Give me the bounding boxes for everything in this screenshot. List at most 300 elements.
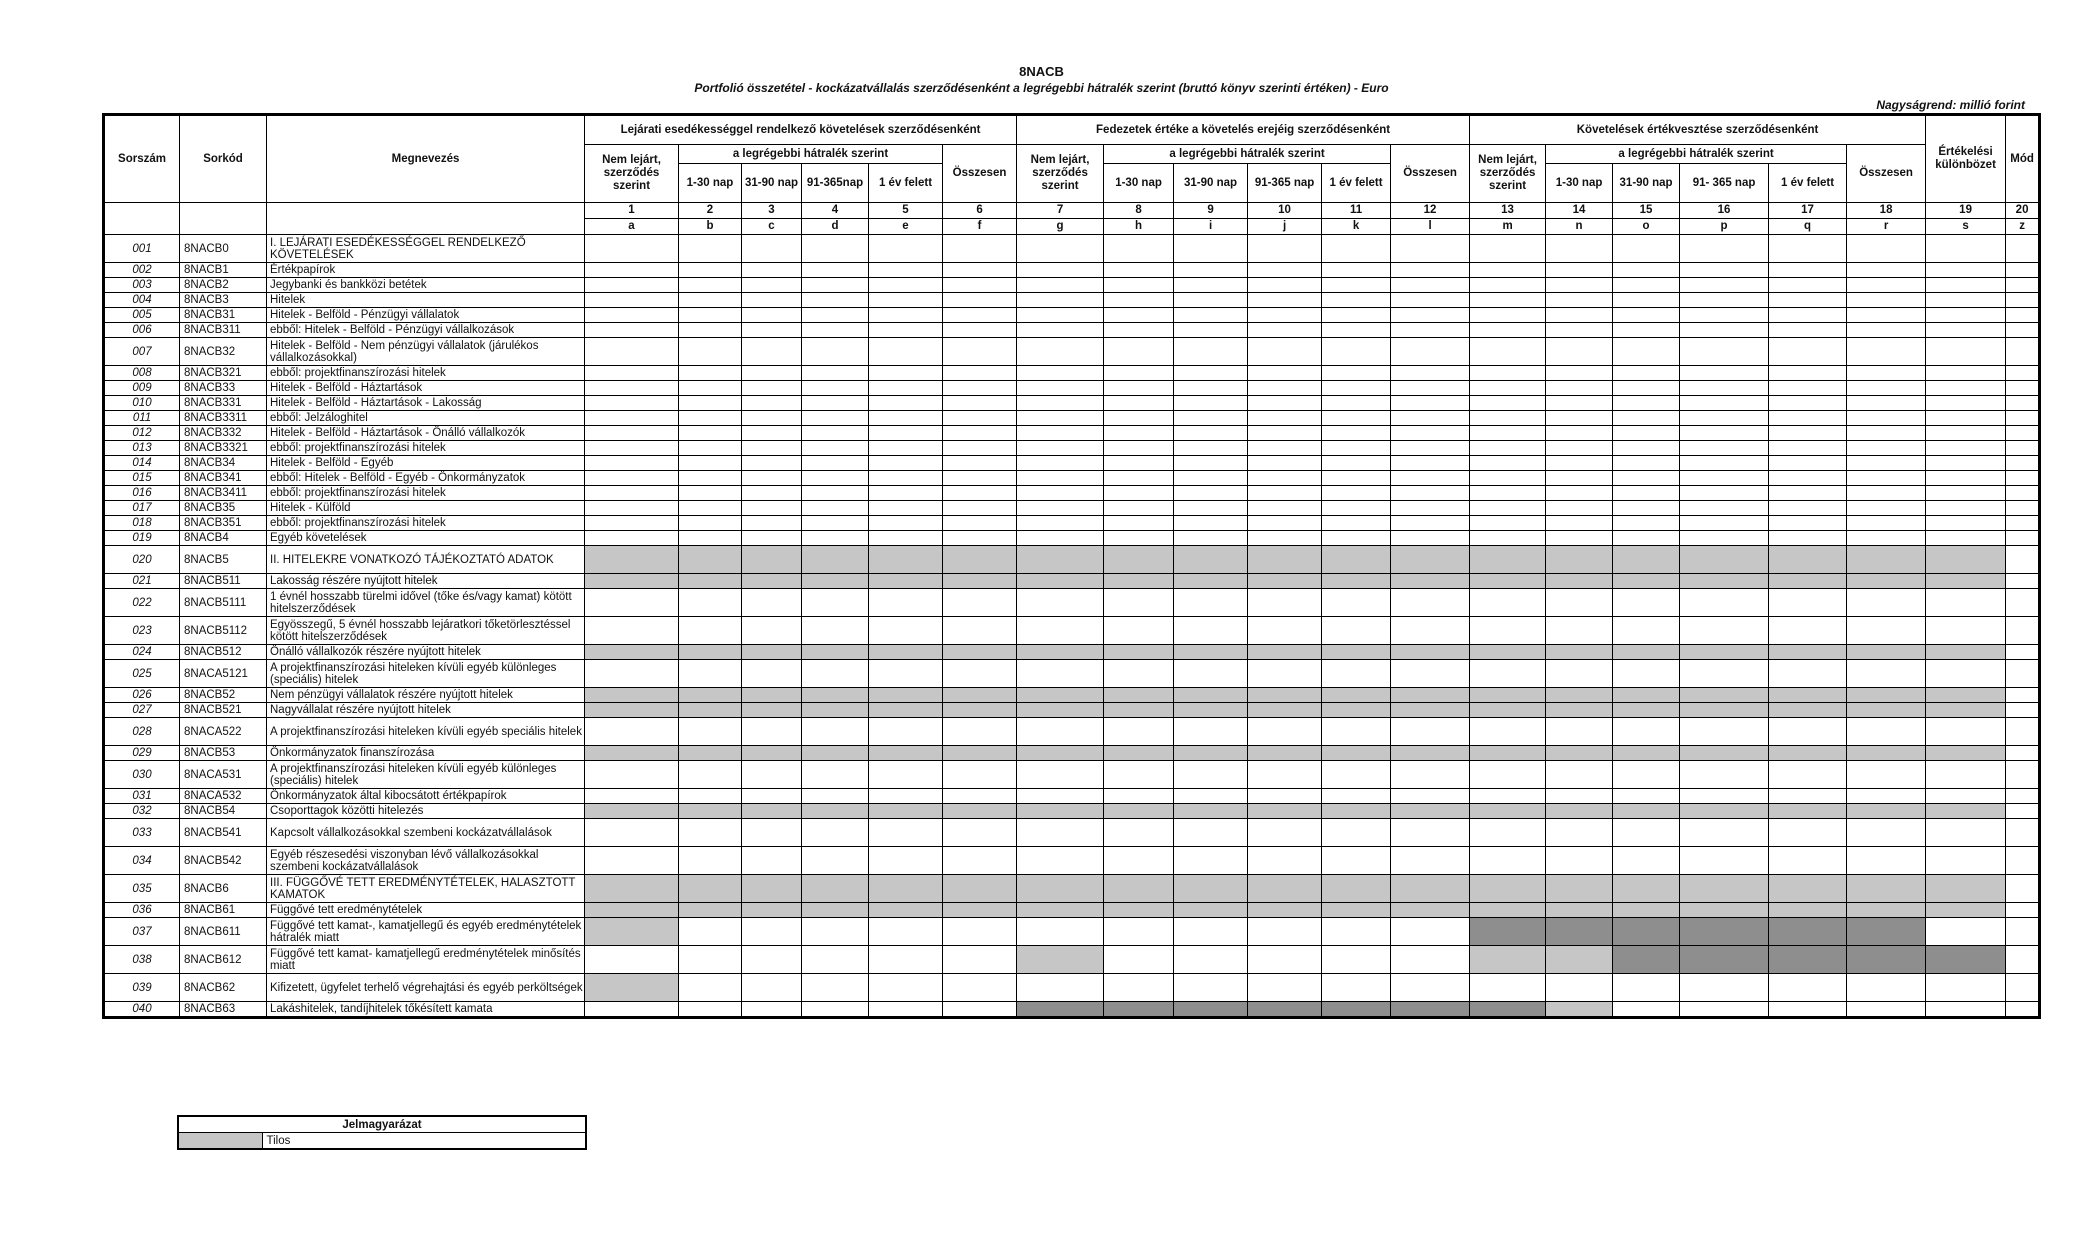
data-cell-col-10[interactable] [1248, 426, 1322, 441]
data-cell-col-4[interactable] [802, 263, 869, 278]
data-cell-col-19[interactable] [1926, 381, 2006, 396]
data-cell-col-14[interactable] [1546, 531, 1613, 546]
data-cell-col-6[interactable] [943, 486, 1017, 501]
data-cell-col-10[interactable] [1248, 574, 1322, 589]
data-cell-col-18[interactable] [1847, 660, 1926, 688]
data-cell-col-14[interactable] [1546, 718, 1613, 746]
data-cell-col-13[interactable] [1470, 441, 1546, 456]
data-cell-col-14[interactable] [1546, 804, 1613, 819]
data-cell-col-15[interactable] [1613, 235, 1680, 263]
data-cell-col-4[interactable] [802, 903, 869, 918]
data-cell-col-10[interactable] [1248, 308, 1322, 323]
data-cell-col-1[interactable] [585, 645, 679, 660]
data-cell-col-12[interactable] [1391, 546, 1470, 574]
data-cell-col-4[interactable] [802, 974, 869, 1002]
data-cell-col-13[interactable] [1470, 688, 1546, 703]
data-cell-col-14[interactable] [1546, 366, 1613, 381]
data-cell-col-7[interactable] [1017, 1002, 1104, 1018]
data-cell-col-20[interactable] [2006, 486, 2040, 501]
data-cell-col-12[interactable] [1391, 703, 1470, 718]
data-cell-col-11[interactable] [1322, 441, 1391, 456]
data-cell-col-4[interactable] [802, 486, 869, 501]
data-cell-col-14[interactable] [1546, 875, 1613, 903]
data-cell-col-10[interactable] [1248, 338, 1322, 366]
data-cell-col-5[interactable] [869, 703, 943, 718]
data-cell-col-16[interactable] [1680, 338, 1769, 366]
data-cell-col-20[interactable] [2006, 804, 2040, 819]
data-cell-col-3[interactable] [742, 441, 802, 456]
data-cell-col-9[interactable] [1174, 441, 1248, 456]
data-cell-col-18[interactable] [1847, 235, 1926, 263]
data-cell-col-9[interactable] [1174, 323, 1248, 338]
data-cell-col-6[interactable] [943, 456, 1017, 471]
data-cell-col-1[interactable] [585, 574, 679, 589]
data-cell-col-6[interactable] [943, 819, 1017, 847]
data-cell-col-4[interactable] [802, 366, 869, 381]
data-cell-col-20[interactable] [2006, 516, 2040, 531]
data-cell-col-11[interactable] [1322, 323, 1391, 338]
data-cell-col-16[interactable] [1680, 974, 1769, 1002]
data-cell-col-1[interactable] [585, 1002, 679, 1018]
data-cell-col-6[interactable] [943, 308, 1017, 323]
data-cell-col-4[interactable] [802, 235, 869, 263]
data-cell-col-2[interactable] [679, 688, 742, 703]
data-cell-col-7[interactable] [1017, 789, 1104, 804]
data-cell-col-11[interactable] [1322, 875, 1391, 903]
data-cell-col-15[interactable] [1613, 456, 1680, 471]
data-cell-col-1[interactable] [585, 746, 679, 761]
data-cell-col-16[interactable] [1680, 946, 1769, 974]
data-cell-col-5[interactable] [869, 761, 943, 789]
data-cell-col-8[interactable] [1104, 471, 1174, 486]
data-cell-col-1[interactable] [585, 366, 679, 381]
data-cell-col-12[interactable] [1391, 1002, 1470, 1018]
data-cell-col-6[interactable] [943, 703, 1017, 718]
data-cell-col-17[interactable] [1769, 703, 1847, 718]
data-cell-col-15[interactable] [1613, 617, 1680, 645]
data-cell-col-20[interactable] [2006, 456, 2040, 471]
data-cell-col-7[interactable] [1017, 875, 1104, 903]
data-cell-col-17[interactable] [1769, 235, 1847, 263]
data-cell-col-10[interactable] [1248, 761, 1322, 789]
data-cell-col-13[interactable] [1470, 761, 1546, 789]
data-cell-col-2[interactable] [679, 486, 742, 501]
data-cell-col-1[interactable] [585, 703, 679, 718]
data-cell-col-15[interactable] [1613, 381, 1680, 396]
data-cell-col-11[interactable] [1322, 804, 1391, 819]
data-cell-col-12[interactable] [1391, 918, 1470, 946]
data-cell-col-14[interactable] [1546, 278, 1613, 293]
data-cell-col-4[interactable] [802, 617, 869, 645]
data-cell-col-3[interactable] [742, 660, 802, 688]
data-cell-col-1[interactable] [585, 974, 679, 1002]
data-cell-col-7[interactable] [1017, 308, 1104, 323]
data-cell-col-13[interactable] [1470, 903, 1546, 918]
data-cell-col-3[interactable] [742, 293, 802, 308]
data-cell-col-9[interactable] [1174, 819, 1248, 847]
data-cell-col-5[interactable] [869, 617, 943, 645]
data-cell-col-4[interactable] [802, 546, 869, 574]
data-cell-col-3[interactable] [742, 946, 802, 974]
data-cell-col-20[interactable] [2006, 660, 2040, 688]
data-cell-col-18[interactable] [1847, 746, 1926, 761]
data-cell-col-1[interactable] [585, 486, 679, 501]
data-cell-col-9[interactable] [1174, 1002, 1248, 1018]
data-cell-col-16[interactable] [1680, 918, 1769, 946]
data-cell-col-17[interactable] [1769, 456, 1847, 471]
data-cell-col-5[interactable] [869, 293, 943, 308]
data-cell-col-3[interactable] [742, 789, 802, 804]
data-cell-col-2[interactable] [679, 501, 742, 516]
data-cell-col-4[interactable] [802, 660, 869, 688]
data-cell-col-12[interactable] [1391, 338, 1470, 366]
data-cell-col-8[interactable] [1104, 645, 1174, 660]
data-cell-col-17[interactable] [1769, 486, 1847, 501]
data-cell-col-2[interactable] [679, 918, 742, 946]
data-cell-col-9[interactable] [1174, 293, 1248, 308]
data-cell-col-16[interactable] [1680, 516, 1769, 531]
data-cell-col-17[interactable] [1769, 426, 1847, 441]
data-cell-col-2[interactable] [679, 278, 742, 293]
data-cell-col-15[interactable] [1613, 308, 1680, 323]
data-cell-col-7[interactable] [1017, 338, 1104, 366]
data-cell-col-15[interactable] [1613, 703, 1680, 718]
data-cell-col-5[interactable] [869, 426, 943, 441]
data-cell-col-1[interactable] [585, 789, 679, 804]
data-cell-col-16[interactable] [1680, 903, 1769, 918]
data-cell-col-4[interactable] [802, 381, 869, 396]
data-cell-col-19[interactable] [1926, 789, 2006, 804]
data-cell-col-11[interactable] [1322, 338, 1391, 366]
data-cell-col-4[interactable] [802, 293, 869, 308]
data-cell-col-1[interactable] [585, 323, 679, 338]
data-cell-col-14[interactable] [1546, 946, 1613, 974]
data-cell-col-6[interactable] [943, 235, 1017, 263]
data-cell-col-2[interactable] [679, 703, 742, 718]
data-cell-col-5[interactable] [869, 501, 943, 516]
data-cell-col-2[interactable] [679, 426, 742, 441]
data-cell-col-5[interactable] [869, 323, 943, 338]
data-cell-col-10[interactable] [1248, 946, 1322, 974]
data-cell-col-1[interactable] [585, 471, 679, 486]
data-cell-col-12[interactable] [1391, 486, 1470, 501]
data-cell-col-7[interactable] [1017, 946, 1104, 974]
data-cell-col-1[interactable] [585, 278, 679, 293]
data-cell-col-20[interactable] [2006, 338, 2040, 366]
data-cell-col-18[interactable] [1847, 875, 1926, 903]
data-cell-col-14[interactable] [1546, 396, 1613, 411]
data-cell-col-18[interactable] [1847, 546, 1926, 574]
data-cell-col-12[interactable] [1391, 974, 1470, 1002]
data-cell-col-4[interactable] [802, 411, 869, 426]
data-cell-col-15[interactable] [1613, 486, 1680, 501]
data-cell-col-7[interactable] [1017, 293, 1104, 308]
data-cell-col-17[interactable] [1769, 819, 1847, 847]
data-cell-col-18[interactable] [1847, 645, 1926, 660]
data-cell-col-7[interactable] [1017, 574, 1104, 589]
data-cell-col-1[interactable] [585, 456, 679, 471]
data-cell-col-16[interactable] [1680, 1002, 1769, 1018]
data-cell-col-17[interactable] [1769, 546, 1847, 574]
data-cell-col-19[interactable] [1926, 546, 2006, 574]
data-cell-col-3[interactable] [742, 338, 802, 366]
data-cell-col-9[interactable] [1174, 531, 1248, 546]
data-cell-col-3[interactable] [742, 918, 802, 946]
data-cell-col-12[interactable] [1391, 531, 1470, 546]
data-cell-col-5[interactable] [869, 396, 943, 411]
data-cell-col-5[interactable] [869, 278, 943, 293]
data-cell-col-4[interactable] [802, 847, 869, 875]
data-cell-col-3[interactable] [742, 688, 802, 703]
data-cell-col-15[interactable] [1613, 918, 1680, 946]
data-cell-col-10[interactable] [1248, 411, 1322, 426]
data-cell-col-7[interactable] [1017, 703, 1104, 718]
data-cell-col-18[interactable] [1847, 974, 1926, 1002]
data-cell-col-9[interactable] [1174, 875, 1248, 903]
data-cell-col-19[interactable] [1926, 235, 2006, 263]
data-cell-col-2[interactable] [679, 338, 742, 366]
data-cell-col-18[interactable] [1847, 761, 1926, 789]
data-cell-col-18[interactable] [1847, 819, 1926, 847]
data-cell-col-20[interactable] [2006, 411, 2040, 426]
data-cell-col-12[interactable] [1391, 441, 1470, 456]
data-cell-col-19[interactable] [1926, 819, 2006, 847]
data-cell-col-17[interactable] [1769, 617, 1847, 645]
data-cell-col-20[interactable] [2006, 974, 2040, 1002]
data-cell-col-5[interactable] [869, 847, 943, 875]
data-cell-col-9[interactable] [1174, 366, 1248, 381]
data-cell-col-8[interactable] [1104, 688, 1174, 703]
data-cell-col-4[interactable] [802, 589, 869, 617]
data-cell-col-19[interactable] [1926, 308, 2006, 323]
data-cell-col-20[interactable] [2006, 278, 2040, 293]
data-cell-col-12[interactable] [1391, 847, 1470, 875]
data-cell-col-19[interactable] [1926, 589, 2006, 617]
data-cell-col-19[interactable] [1926, 761, 2006, 789]
data-cell-col-13[interactable] [1470, 501, 1546, 516]
data-cell-col-20[interactable] [2006, 718, 2040, 746]
data-cell-col-2[interactable] [679, 660, 742, 688]
data-cell-col-6[interactable] [943, 263, 1017, 278]
data-cell-col-20[interactable] [2006, 703, 2040, 718]
data-cell-col-2[interactable] [679, 819, 742, 847]
data-cell-col-11[interactable] [1322, 531, 1391, 546]
data-cell-col-1[interactable] [585, 293, 679, 308]
data-cell-col-14[interactable] [1546, 746, 1613, 761]
data-cell-col-14[interactable] [1546, 235, 1613, 263]
data-cell-col-10[interactable] [1248, 235, 1322, 263]
data-cell-col-8[interactable] [1104, 308, 1174, 323]
data-cell-col-10[interactable] [1248, 546, 1322, 574]
data-cell-col-11[interactable] [1322, 703, 1391, 718]
data-cell-col-3[interactable] [742, 308, 802, 323]
data-cell-col-7[interactable] [1017, 411, 1104, 426]
data-cell-col-20[interactable] [2006, 235, 2040, 263]
data-cell-col-7[interactable] [1017, 617, 1104, 645]
data-cell-col-1[interactable] [585, 688, 679, 703]
data-cell-col-13[interactable] [1470, 746, 1546, 761]
data-cell-col-11[interactable] [1322, 235, 1391, 263]
data-cell-col-15[interactable] [1613, 426, 1680, 441]
data-cell-col-1[interactable] [585, 426, 679, 441]
data-cell-col-11[interactable] [1322, 278, 1391, 293]
data-cell-col-6[interactable] [943, 396, 1017, 411]
data-cell-col-5[interactable] [869, 441, 943, 456]
data-cell-col-13[interactable] [1470, 645, 1546, 660]
data-cell-col-7[interactable] [1017, 441, 1104, 456]
data-cell-col-11[interactable] [1322, 903, 1391, 918]
data-cell-col-17[interactable] [1769, 761, 1847, 789]
data-cell-col-1[interactable] [585, 263, 679, 278]
data-cell-col-18[interactable] [1847, 411, 1926, 426]
data-cell-col-17[interactable] [1769, 875, 1847, 903]
data-cell-col-12[interactable] [1391, 501, 1470, 516]
data-cell-col-16[interactable] [1680, 875, 1769, 903]
data-cell-col-9[interactable] [1174, 235, 1248, 263]
data-cell-col-7[interactable] [1017, 918, 1104, 946]
data-cell-col-5[interactable] [869, 789, 943, 804]
data-cell-col-17[interactable] [1769, 946, 1847, 974]
data-cell-col-20[interactable] [2006, 263, 2040, 278]
data-cell-col-17[interactable] [1769, 688, 1847, 703]
data-cell-col-17[interactable] [1769, 918, 1847, 946]
data-cell-col-2[interactable] [679, 974, 742, 1002]
data-cell-col-16[interactable] [1680, 486, 1769, 501]
data-cell-col-10[interactable] [1248, 293, 1322, 308]
data-cell-col-13[interactable] [1470, 426, 1546, 441]
data-cell-col-5[interactable] [869, 381, 943, 396]
data-cell-col-4[interactable] [802, 338, 869, 366]
data-cell-col-4[interactable] [802, 516, 869, 531]
data-cell-col-3[interactable] [742, 501, 802, 516]
data-cell-col-11[interactable] [1322, 847, 1391, 875]
data-cell-col-18[interactable] [1847, 1002, 1926, 1018]
data-cell-col-18[interactable] [1847, 918, 1926, 946]
data-cell-col-10[interactable] [1248, 688, 1322, 703]
data-cell-col-5[interactable] [869, 918, 943, 946]
data-cell-col-7[interactable] [1017, 323, 1104, 338]
data-cell-col-19[interactable] [1926, 574, 2006, 589]
data-cell-col-4[interactable] [802, 278, 869, 293]
data-cell-col-6[interactable] [943, 789, 1017, 804]
data-cell-col-6[interactable] [943, 718, 1017, 746]
data-cell-col-14[interactable] [1546, 323, 1613, 338]
data-cell-col-3[interactable] [742, 761, 802, 789]
data-cell-col-7[interactable] [1017, 516, 1104, 531]
data-cell-col-14[interactable] [1546, 789, 1613, 804]
data-cell-col-17[interactable] [1769, 903, 1847, 918]
data-cell-col-18[interactable] [1847, 308, 1926, 323]
data-cell-col-11[interactable] [1322, 456, 1391, 471]
data-cell-col-17[interactable] [1769, 323, 1847, 338]
data-cell-col-16[interactable] [1680, 660, 1769, 688]
data-cell-col-7[interactable] [1017, 589, 1104, 617]
data-cell-col-14[interactable] [1546, 471, 1613, 486]
data-cell-col-16[interactable] [1680, 819, 1769, 847]
data-cell-col-2[interactable] [679, 946, 742, 974]
data-cell-col-11[interactable] [1322, 501, 1391, 516]
data-cell-col-13[interactable] [1470, 546, 1546, 574]
data-cell-col-8[interactable] [1104, 903, 1174, 918]
data-cell-col-6[interactable] [943, 918, 1017, 946]
data-cell-col-7[interactable] [1017, 486, 1104, 501]
data-cell-col-6[interactable] [943, 589, 1017, 617]
data-cell-col-3[interactable] [742, 589, 802, 617]
data-cell-col-4[interactable] [802, 875, 869, 903]
data-cell-col-7[interactable] [1017, 903, 1104, 918]
data-cell-col-6[interactable] [943, 617, 1017, 645]
data-cell-col-16[interactable] [1680, 531, 1769, 546]
data-cell-col-10[interactable] [1248, 703, 1322, 718]
data-cell-col-3[interactable] [742, 703, 802, 718]
data-cell-col-11[interactable] [1322, 1002, 1391, 1018]
data-cell-col-13[interactable] [1470, 278, 1546, 293]
data-cell-col-2[interactable] [679, 308, 742, 323]
data-cell-col-5[interactable] [869, 546, 943, 574]
data-cell-col-10[interactable] [1248, 531, 1322, 546]
data-cell-col-14[interactable] [1546, 574, 1613, 589]
data-cell-col-11[interactable] [1322, 589, 1391, 617]
data-cell-col-16[interactable] [1680, 323, 1769, 338]
data-cell-col-10[interactable] [1248, 516, 1322, 531]
data-cell-col-12[interactable] [1391, 903, 1470, 918]
data-cell-col-17[interactable] [1769, 441, 1847, 456]
data-cell-col-11[interactable] [1322, 718, 1391, 746]
data-cell-col-14[interactable] [1546, 263, 1613, 278]
data-cell-col-17[interactable] [1769, 1002, 1847, 1018]
data-cell-col-5[interactable] [869, 471, 943, 486]
data-cell-col-8[interactable] [1104, 456, 1174, 471]
data-cell-col-8[interactable] [1104, 323, 1174, 338]
data-cell-col-6[interactable] [943, 761, 1017, 789]
data-cell-col-14[interactable] [1546, 688, 1613, 703]
data-cell-col-20[interactable] [2006, 589, 2040, 617]
data-cell-col-10[interactable] [1248, 381, 1322, 396]
data-cell-col-2[interactable] [679, 293, 742, 308]
data-cell-col-8[interactable] [1104, 501, 1174, 516]
data-cell-col-15[interactable] [1613, 501, 1680, 516]
data-cell-col-1[interactable] [585, 235, 679, 263]
data-cell-col-19[interactable] [1926, 263, 2006, 278]
data-cell-col-16[interactable] [1680, 426, 1769, 441]
data-cell-col-20[interactable] [2006, 688, 2040, 703]
data-cell-col-15[interactable] [1613, 471, 1680, 486]
data-cell-col-2[interactable] [679, 263, 742, 278]
data-cell-col-20[interactable] [2006, 819, 2040, 847]
data-cell-col-4[interactable] [802, 471, 869, 486]
data-cell-col-19[interactable] [1926, 501, 2006, 516]
data-cell-col-14[interactable] [1546, 1002, 1613, 1018]
data-cell-col-8[interactable] [1104, 381, 1174, 396]
data-cell-col-9[interactable] [1174, 617, 1248, 645]
data-cell-col-19[interactable] [1926, 441, 2006, 456]
data-cell-col-12[interactable] [1391, 875, 1470, 903]
data-cell-col-20[interactable] [2006, 441, 2040, 456]
data-cell-col-19[interactable] [1926, 918, 2006, 946]
data-cell-col-3[interactable] [742, 456, 802, 471]
data-cell-col-1[interactable] [585, 516, 679, 531]
data-cell-col-3[interactable] [742, 323, 802, 338]
data-cell-col-2[interactable] [679, 804, 742, 819]
data-cell-col-2[interactable] [679, 875, 742, 903]
data-cell-col-11[interactable] [1322, 746, 1391, 761]
data-cell-col-3[interactable] [742, 531, 802, 546]
data-cell-col-18[interactable] [1847, 847, 1926, 875]
data-cell-col-7[interactable] [1017, 471, 1104, 486]
data-cell-col-15[interactable] [1613, 974, 1680, 1002]
data-cell-col-6[interactable] [943, 471, 1017, 486]
data-cell-col-17[interactable] [1769, 501, 1847, 516]
